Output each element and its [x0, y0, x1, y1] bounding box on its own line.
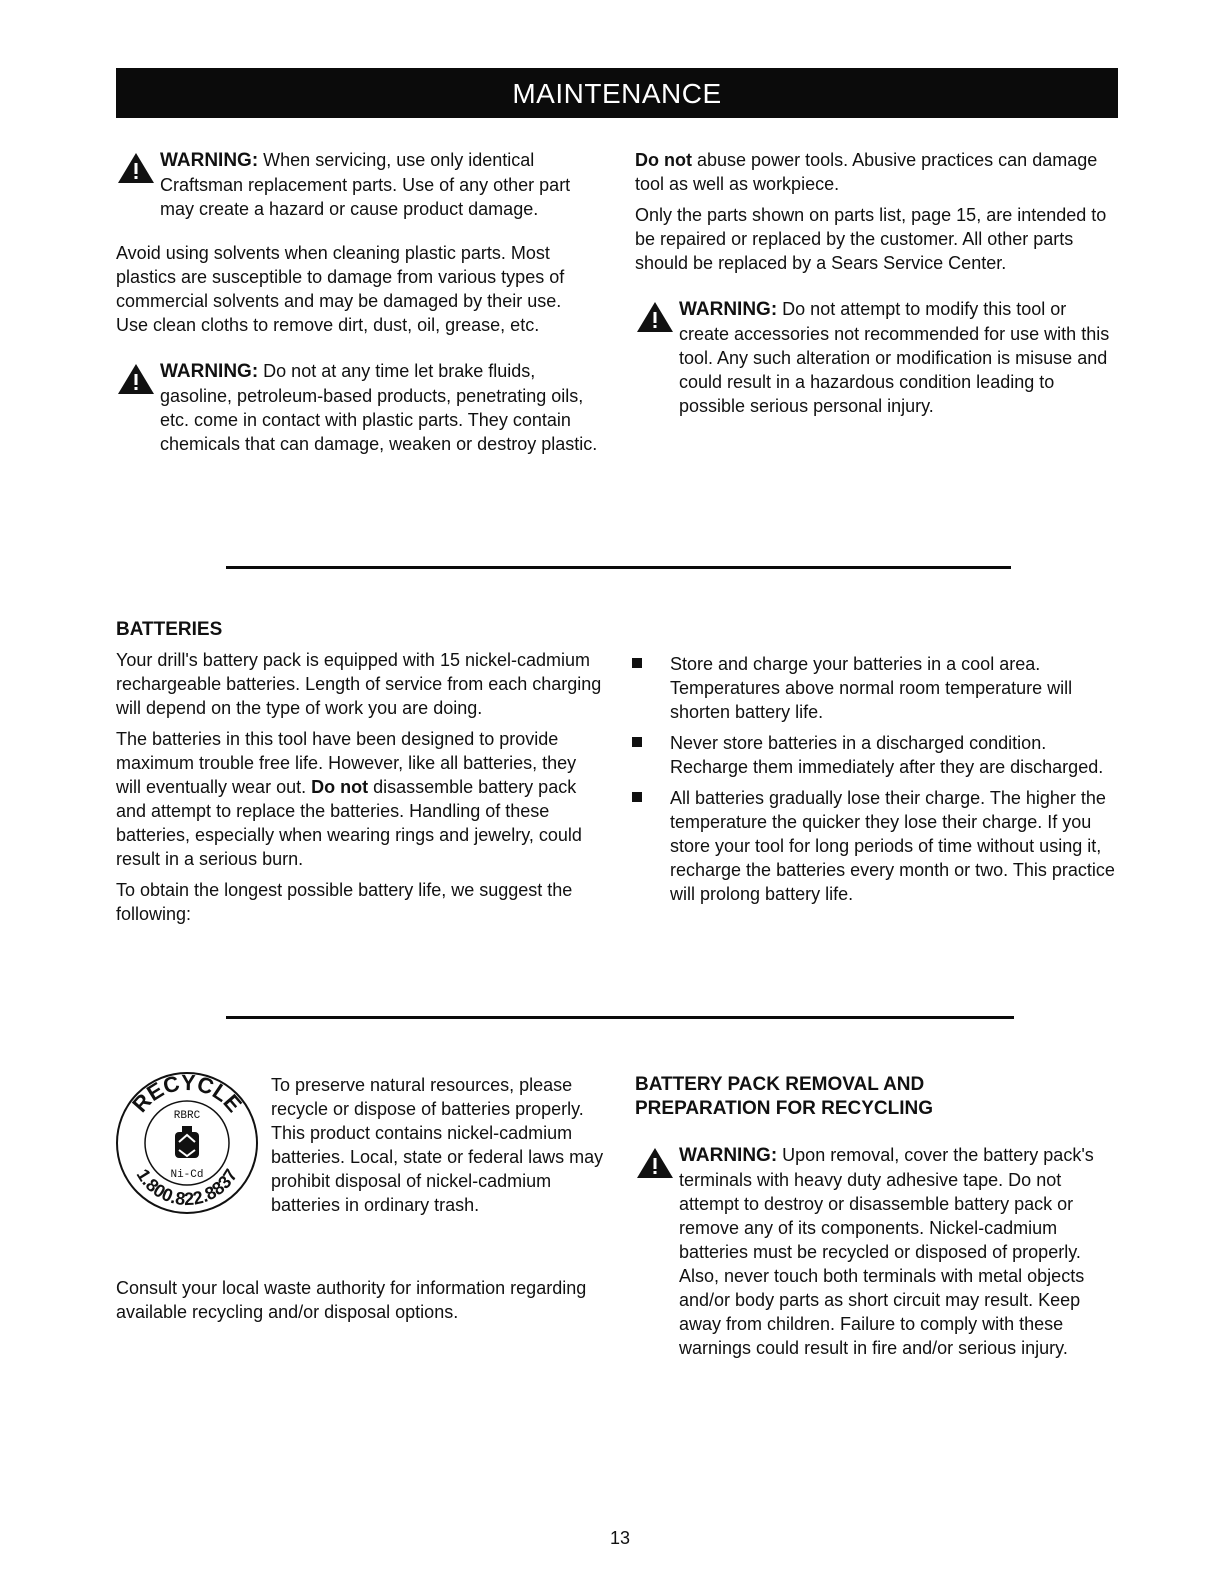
warning-modify-tool — [635, 297, 1115, 418]
section-divider — [226, 566, 1011, 569]
warning-brake-fluids — [116, 359, 598, 456]
recycling-law-paragraph: This product contains nickel-cadmium batteries. Local, state or federal laws may prohibit disposal of nickel-cadmium batteries in ordinary trash. — [271, 1123, 604, 1215]
page-number: 13 — [609, 1528, 631, 1548]
removal-column — [635, 1073, 1115, 1380]
batteries-left-column — [116, 618, 604, 933]
rbrc-recycle-seal — [112, 1068, 262, 1218]
recycling-preserve-paragraph: To preserve natural resources, please recycle or dispose of batteries properly. — [271, 1075, 584, 1119]
section-divider — [226, 1016, 1014, 1019]
warning-label: WARNING: — [679, 299, 778, 320]
maintenance-right-column — [635, 148, 1115, 438]
rbrc-seal-icon — [112, 1068, 262, 1218]
list-item — [630, 786, 1115, 906]
removal-title-line1: BATTERY PACK REMOVAL AND — [635, 1074, 925, 1095]
section-header-title: MAINTENANCE — [512, 78, 722, 109]
svg-text:Ni-Cd: Ni-Cd — [170, 1169, 204, 1181]
tip-text: Never store batteries in a discharged condition. Recharge them immediately after they are discharged. — [670, 733, 1104, 777]
warning-text: Do not at any time let brake fluids, gasoline, petroleum-based products, penetrating oils, etc. come in contact with plastic parts. They contain chemicals that can damage, weaken or destroy plastic. — [160, 361, 598, 454]
warning-triangle-icon — [635, 1145, 675, 1179]
parts-paragraph: Only the parts shown on parts list, page 15, are intended to be repaired or replaced by the customer. All other parts should be replaced by a Sears Service Center. — [635, 205, 1107, 273]
recycling-intro — [271, 1073, 606, 1217]
warning-triangle-icon — [116, 361, 156, 395]
solvents-paragraph: Avoid using solvents when cleaning plastic parts. Most plastics are susceptible to damage from various types of commercial solvents and may be damaged by their use. Use clean cloths to remove dirt, dust, oil, grease, etc. — [116, 243, 565, 335]
removal-title — [635, 1073, 1115, 1121]
batteries-right-column — [630, 652, 1115, 913]
batteries-title: BATTERIES — [116, 619, 223, 640]
warning-label: WARNING: — [160, 150, 259, 171]
warning-battery-removal — [635, 1143, 1115, 1360]
removal-title-line2: PREPARATION FOR RECYCLING — [635, 1098, 934, 1119]
abuse-paragraph — [635, 148, 1115, 196]
battery-tips-list — [630, 652, 1115, 906]
abuse-bold-text: Do not — [635, 150, 692, 170]
warning-text: When servicing, use only identical Craftsman replacement parts. Use of any other part may create a hazard or cause product damage. — [160, 150, 571, 219]
tip-text: All batteries gradually lose their charge. The higher the temperature the quicker they lose their charge. If you store your tool for long periods of time without using it, recharge the batteries every month or two. This practice will prolong battery life. — [670, 788, 1115, 904]
square-bullet-icon — [632, 792, 642, 802]
warning-replacement-parts — [116, 148, 598, 221]
list-item — [630, 652, 1115, 724]
maintenance-left-column — [116, 148, 598, 476]
tip-text: Store and charge your batteries in a cool area. Temperatures above normal room temperature will shorten battery life. — [670, 654, 1073, 722]
section-header-maintenance — [116, 68, 1118, 118]
svg-text:RECYCLE: RECYCLE — [127, 1069, 247, 1118]
recycling-consult — [116, 1276, 606, 1324]
square-bullet-icon — [632, 737, 642, 747]
batteries-suggest-paragraph: To obtain the longest possible battery life, we suggest the following: — [116, 880, 573, 924]
svg-text:1.800.822.8837: 1.800.822.8837 — [132, 1165, 242, 1210]
list-item — [630, 731, 1115, 779]
abuse-text: abuse power tools. Abusive practices can damage tool as well as workpiece. — [635, 150, 1098, 194]
batteries-design-bold: Do not — [311, 777, 369, 797]
square-bullet-icon — [632, 658, 642, 668]
svg-text:RBRC: RBRC — [173, 1110, 201, 1122]
batteries-design-text: The batteries in this tool have been designed to provide maximum trouble free life. However, like all batteries, they will eventually wear out. — [116, 729, 577, 797]
warning-text: Upon removal, cover the battery pack's terminals with heavy duty adhesive tape. Do not attempt to destroy or disassemble battery pack or remove any of its components. Nickel-cadmium batteries must be recycled or disposed of properly. Also, never touch both terminals with metal objects and/or body parts as short circuit may result. Keep away from children. Failure to comply with these warnings could result in fire and/or serious injury. — [679, 1145, 1094, 1358]
warning-label: WARNING: — [160, 361, 259, 382]
warning-label: WARNING: — [679, 1145, 778, 1166]
batteries-design-paragraph — [116, 727, 604, 871]
warning-text: Do not attempt to modify this tool or create accessories not recommended for use with this tool. Any such alteration or modification is misuse and could result in a hazardous condition leading to possible serious personal injury. — [679, 299, 1110, 416]
warning-triangle-icon — [635, 299, 675, 333]
warning-triangle-icon — [116, 150, 156, 184]
recycling-consult-paragraph: Consult your local waste authority for information regarding available recycling and/or disposal options. — [116, 1278, 587, 1322]
batteries-intro-paragraph: Your drill's battery pack is equipped with 15 nickel-cadmium rechargeable batteries. Length of service from each charging will depend on the type of work you are doing. — [116, 650, 602, 718]
batteries-design-text-after: disassemble battery pack and attempt to replace the batteries. Handling of these batteries, especially when wearing rings and jewelry, could result in a serious burn. — [116, 777, 582, 869]
